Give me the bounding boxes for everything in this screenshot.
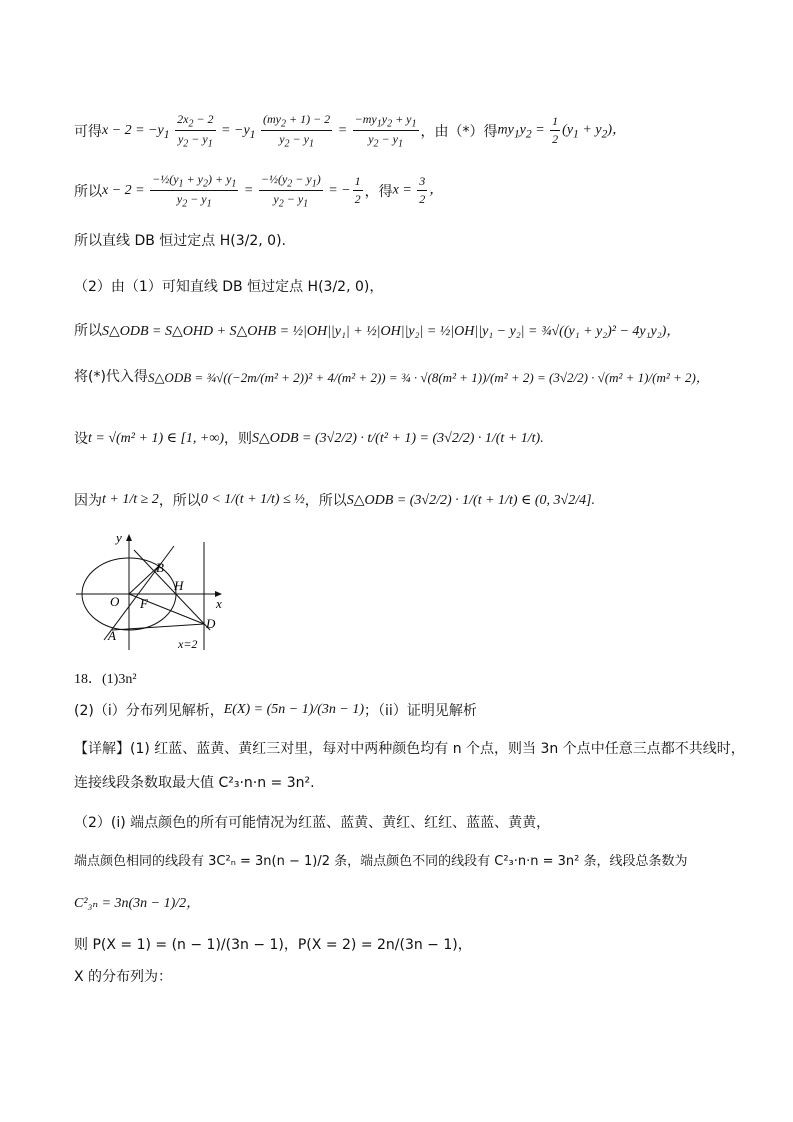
detail-text: （2）(i) 端点颜色的所有可能情况为红蓝、蓝黄、黄红、红红、蓝蓝、黄黄， [74, 815, 551, 831]
answer-18-2 [74, 700, 477, 720]
detail-text: C²₃ₙ = 3n(3n − 1)/2， [74, 896, 201, 911]
detail-line-4 [74, 850, 688, 869]
derivation-line-8 [74, 490, 595, 510]
math-expression: $x - 2 = -y_1$ $\frac{2x_2 - 2}{y_2 - y_1}$ = $-y_1$ $\frac{(my_2 + 1) - 2}{y_2 - y_1}$ = $\frac{-my_1y_2 + y_1}{y_2 - y_1}$ [102, 112, 417, 150]
text-prefix: 可得 [74, 123, 102, 140]
text-prefix: 所以 [74, 323, 102, 339]
text-middle: ，所以 [304, 493, 347, 509]
derivation-line-6 [74, 366, 709, 386]
label-x-equals-2: x=2 [178, 637, 198, 651]
text-middle: ，则 [224, 431, 253, 447]
text-middle: ，所以 [158, 493, 201, 509]
label-y: y [116, 532, 122, 545]
math-expression: S△ODB = (3√2/2) · 1/(t + 1/t) ∈ (0, 3√2/4]. [346, 492, 596, 508]
derivation-line-5 [74, 320, 680, 340]
text-line: （2）由（1）可知直线 DB 恒过定点 H(3/2, 0)， [74, 279, 384, 295]
detail-text: 端点颜色相同的线段有 3C²ₙ = 3n(n − 1)/2 条，端点颜色不同的线段有 C²₃·n·n = 3n² 条，线段总条数为 [74, 854, 688, 869]
math-expression: $my_1y_2$ = $\frac{1}{2}$ $(y_1 + y_2)$， [497, 114, 627, 147]
y-axis-arrow [126, 534, 132, 541]
text-line: 所以直线 DB 恒过定点 H(3/2, 0). [74, 233, 286, 249]
derivation-line-1 [74, 112, 626, 150]
math-expression: S△ODB = S△OHD + S△OHB = ½|OH||y₁| + ½|OH||y₂| = ½|OH||y₁ − y₂| = ¾√((y₁ + y₂)² − 4y₁y₂)， [102, 324, 681, 339]
label-f: F [140, 596, 148, 611]
detail-text: 【详解】(1) 红蓝、蓝黄、黄红三对里，每对中两种颜色均有 n 个点，则当 3n 个点中任意三点都不共线时， [74, 741, 745, 757]
detail-line-6 [74, 934, 472, 954]
geometry-figure [74, 532, 224, 654]
text-prefix: 将(*)代入得 [74, 369, 148, 385]
detail-line-7 [74, 966, 172, 986]
math-expression: x − 2 = $\frac{-\frac{1}{2}(y_1 + y_2) + y_1}{y_2 - y_1}$ = $\frac{-\frac{1}{2}(y_2 - y_1)}{y_2 - y_1}$ = − $\frac{1}{2}$ [102, 172, 361, 210]
detail-line-3 [74, 812, 550, 832]
answer-text: 18．(1)3n² [74, 672, 137, 687]
detail-line-2 [74, 772, 315, 792]
math-expression: t = √(m² + 1) ∈ [1, +∞) [88, 430, 225, 446]
math-expression: E(X) = (5n − 1)/(3n − 1) [223, 702, 365, 717]
label-d: D [206, 616, 216, 631]
derivation-line-2 [74, 172, 443, 210]
derivation-line-7 [74, 428, 544, 448]
math-expression: 0 < 1/(t + 1/t) ≤ ½ [200, 492, 305, 507]
detail-text: X 的分布列为： [74, 969, 173, 985]
math-expression: S△ODB = (3√2/2) · t/(t² + 1) = (3√2/2) · 1/(t + 1/t). [252, 430, 544, 446]
text-prefix: 设 [74, 431, 88, 447]
math-expression: x = $\frac{3}{2}$ ， [392, 174, 444, 207]
text-middle: ，由（*）得 [420, 123, 498, 140]
text-prefix: 所以 [74, 183, 102, 200]
label-h: H [174, 578, 184, 593]
detail-text: 则 P(X = 1) = (n − 1)/(3n − 1)，P(X = 2) = 2n/(3n − 1)， [74, 937, 472, 953]
derivation-line-3 [74, 230, 286, 250]
math-expression: t + 1/t ≥ 2 [102, 492, 159, 507]
text-prefix: (2)（i）分布列见解析， [74, 703, 224, 719]
label-a: A [108, 628, 116, 643]
segment-ad [112, 624, 204, 630]
text-middle: ，得 [364, 183, 393, 200]
label-x: x [216, 596, 222, 611]
label-o: O [110, 594, 120, 609]
detail-line-5 [74, 892, 200, 912]
detail-line-1 [74, 738, 745, 758]
line-bd [134, 550, 210, 630]
math-expression: S△ODB = ¾√((−2m/(m² + 2))² + 4/(m² + 2)) = ¾ · √(8(m² + 1))/(m² + 2) = (3√2/2) · √(m² + 1)/(m² + 2)， [147, 369, 709, 385]
text-tail: ；（ii）证明见解析 [364, 703, 477, 719]
derivation-line-4 [74, 276, 383, 296]
label-b: B [156, 560, 164, 575]
detail-text: 连接线段条数取最大值 C²₃·n·n = 3n². [74, 775, 315, 791]
text-prefix: 因为 [74, 493, 102, 509]
answer-18-1 [74, 668, 137, 688]
